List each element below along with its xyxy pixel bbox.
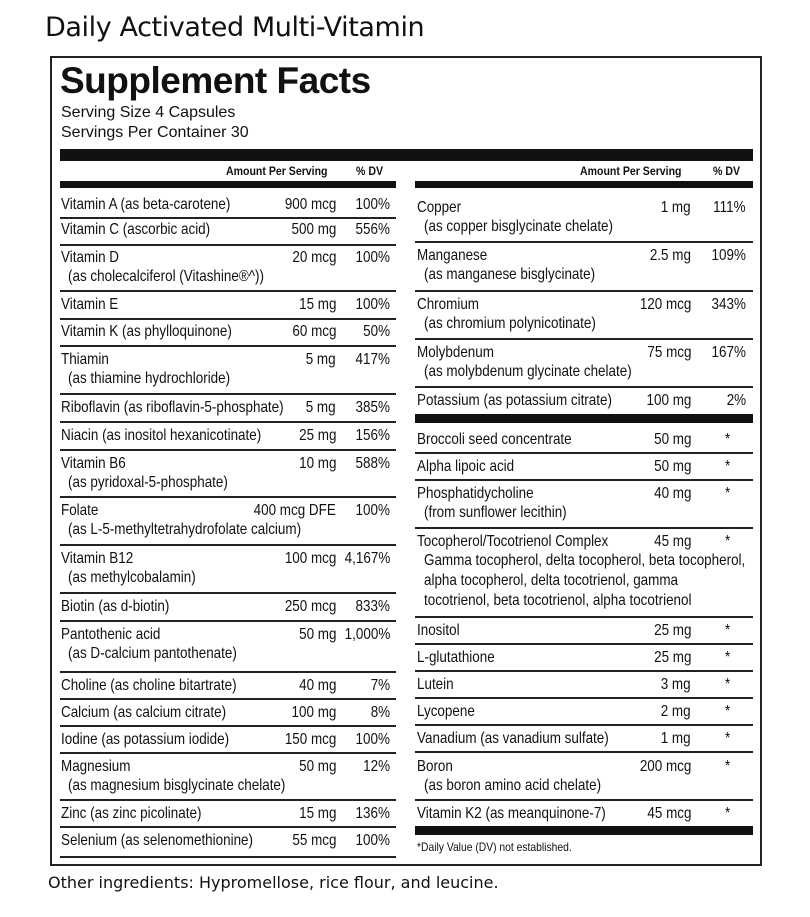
nutrient-name: Vitamin E [61,296,119,313]
ingredient-name: Lycopene [417,703,475,720]
nutrient-source: (as chromium polynicotinate) [424,315,596,332]
ingredient-dv: * [724,485,730,502]
nutrient-name: Riboflavin (as riboflavin-5-phosphate) [61,399,284,416]
ingredient-name: L-glutathione [417,649,495,666]
nutrient-dv: 109% [711,247,746,264]
nutrient-source: (as L-5-methyltetrahydrofolate calcium) [68,521,302,538]
ingredient-amount: 50 mg [653,431,691,448]
ingredient-dv: * [724,805,730,822]
nutrient-dv: 588% [355,455,390,472]
row-divider [60,698,396,700]
thick-divider-top [60,149,753,161]
nutrient-source: (as thiamine hydrochloride) [68,370,231,387]
ingredient-dv: * [724,431,730,448]
nutrient-name: Potassium (as potassium citrate) [417,392,612,409]
row-divider [60,449,396,451]
row-divider [60,393,396,395]
nutrient-name: Pantothenic acid [61,626,161,643]
nutrient-name: Iodine (as potassium iodide) [61,731,230,748]
ingredient-source: alpha tocopherol, delta tocotrienol, gamma [424,572,679,589]
nutrient-name: Vitamin K (as phylloquinone) [61,323,232,340]
row-divider [415,527,753,529]
nutrient-dv: 100% [355,196,390,213]
nutrient-source: (as D-calcium pantothenate) [68,645,237,662]
nutrient-dv: 100% [355,249,390,266]
ingredient-source: (as boron amino acid chelate) [424,777,602,794]
ingredient-name: Phosphatidycholine [417,485,534,502]
other-ingredients: Other ingredients: Hypromellose, rice flour, and leucine. [48,873,499,892]
nutrient-name: Copper [417,199,462,216]
ingredient-amount: 25 mg [653,649,691,666]
row-divider [415,479,753,481]
nutrient-dv: 343% [711,296,746,313]
nutrient-name: Vitamin A (as beta-carotene) [61,196,231,213]
ingredient-name: Alpha lipoic acid [417,458,515,475]
nutrient-source: (as pyridoxal-5-phosphate) [68,474,228,491]
row-divider [60,671,396,673]
nutrient-amount: 100 mg [646,392,691,409]
row-divider [415,643,753,645]
nutrient-name: Vitamin D [61,249,120,266]
nutrient-amount: 50 mg [298,758,336,775]
ingredient-dv: * [724,622,730,639]
left-amount-header: Amount Per Serving [226,164,328,178]
nutrient-dv: 100% [355,296,390,313]
ingredient-dv: * [724,758,730,775]
row-divider [415,724,753,726]
right-dv-header: % DV [713,164,741,178]
nutrient-amount: 2.5 mg [649,247,691,264]
ingredient-dv: * [724,533,730,550]
ingredient-source: tocotrienol, beta tocotrienol, alpha tocotrienol [424,592,692,609]
nutrient-amount: 40 mg [298,677,336,694]
nutrient-dv: 50% [363,323,390,340]
nutrient-amount: 150 mcg [284,731,336,748]
nutrient-dv: 1,000% [344,626,390,643]
nutrient-dv: 100% [355,731,390,748]
row-divider [415,697,753,699]
right-bottom-divider [415,826,753,835]
ingredient-name: Vitamin K2 (as meanquinone-7) [417,805,606,822]
nutrient-dv: 7% [370,677,390,694]
row-divider [60,544,396,546]
dv-footnote: *Daily Value (DV) not established. [417,840,572,854]
ingredient-amount: 1 mg [661,730,691,747]
row-divider [415,338,753,340]
row-divider [60,496,396,498]
left-dv-header: % DV [356,164,384,178]
nutrient-source: (as methylcobalamin) [68,569,196,586]
ingredient-amount: 45 mg [653,533,691,550]
ingredient-dv: * [724,676,730,693]
nutrient-source: (as magnesium bisglycinate chelate) [68,777,286,794]
nutrient-name: Choline (as choline bitartrate) [61,677,237,694]
row-divider [60,290,396,292]
row-divider [415,290,753,292]
nutrient-amount: 15 mg [298,296,336,313]
nutrient-amount: 15 mg [298,805,336,822]
row-divider [60,856,396,858]
nutrient-amount: 10 mg [298,455,336,472]
row-divider [60,752,396,754]
row-divider [415,452,753,454]
nutrient-dv: 833% [355,598,390,615]
nutrient-source: (as molybdenum glycinate chelate) [424,363,632,380]
nutrient-dv: 167% [711,344,746,361]
nutrient-amount: 100 mcg [284,550,336,567]
nutrient-amount: 250 mcg [284,598,336,615]
nutrient-name: Thiamin [61,351,109,368]
nutrient-source: (as copper bisglycinate chelate) [424,218,614,235]
ingredient-name: Inositol [417,622,460,639]
nutrient-name: Vitamin C (ascorbic acid) [61,221,211,238]
nutrient-amount: 50 mg [298,626,336,643]
nutrient-name: Calcium (as calcium citrate) [61,704,227,721]
nutrient-amount: 5 mg [306,351,336,368]
row-divider [415,799,753,801]
nutrient-dv: 156% [355,427,390,444]
row-divider [60,592,396,594]
nutrient-name: Selenium (as selenomethionine) [61,832,254,849]
nutrient-name: Vitamin B12 [61,550,134,567]
nutrient-amount: 900 mcg [284,196,336,213]
ingredient-amount: 45 mcg [646,805,691,822]
nutrient-amount: 1 mg [661,199,691,216]
row-divider [415,386,753,388]
nutrient-name: Niacin (as inositol hexanicotinate) [61,427,262,444]
serving-size: Serving Size 4 Capsules [61,104,236,121]
row-divider [60,217,396,219]
right-amount-header: Amount Per Serving [580,164,682,178]
nutrient-amount: 60 mcg [291,323,336,340]
left-header-rule [60,181,396,188]
nutrient-amount: 5 mg [306,399,336,416]
nutrient-dv: 8% [370,704,390,721]
nutrient-name: Folate [61,502,99,519]
nutrient-dv: 100% [355,832,390,849]
ingredient-amount: 2 mg [661,703,691,720]
row-divider [60,826,396,828]
nutrient-amount: 120 mcg [639,296,691,313]
nutrient-dv: 556% [355,221,390,238]
row-divider [60,799,396,801]
ingredient-name: Vanadium (as vanadium sulfate) [417,730,609,747]
ingredient-name: Tocopherol/Tocotrienol Complex [417,533,609,550]
nutrient-name: Zinc (as zinc picolinate) [61,805,202,822]
nutrient-amount: 20 mcg [291,249,336,266]
right-header-rule [415,181,753,188]
ingredient-dv: * [724,458,730,475]
nutrient-source: (as manganese bisglycinate) [424,266,596,283]
ingredient-name: Broccoli seed concentrate [417,431,572,448]
ingredient-dv: * [724,730,730,747]
nutrient-name: Vitamin B6 [61,455,126,472]
supplement-facts-title: Supplement Facts [60,60,371,101]
nutrient-dv: 136% [355,805,390,822]
right-mid-divider [415,414,753,423]
row-divider [60,345,396,347]
nutrient-name: Biotin (as d-biotin) [61,598,170,615]
nutrient-amount: 75 mcg [646,344,691,361]
nutrient-name: Magnesium [61,758,131,775]
row-divider [415,616,753,618]
ingredient-source: Gamma tocopherol, delta tocopherol, beta tocopherol, [424,552,746,569]
nutrient-amount: 100 mg [291,704,336,721]
nutrient-dv: 2% [726,392,746,409]
ingredient-dv: * [724,703,730,720]
nutrient-dv: 100% [355,502,390,519]
row-divider [60,244,396,246]
nutrient-dv: 4,167% [344,550,390,567]
row-divider [60,725,396,727]
nutrient-name: Molybdenum [417,344,494,361]
row-divider [60,620,396,622]
ingredient-name: Lutein [417,676,454,693]
ingredient-amount: 50 mg [653,458,691,475]
ingredient-amount: 200 mcg [639,758,691,775]
ingredient-source: (from sunflower lecithin) [424,504,567,521]
nutrient-source: (as cholecalciferol (Vitashine®^)) [68,268,264,285]
ingredient-amount: 3 mg [661,676,691,693]
row-divider [60,421,396,423]
ingredient-dv: * [724,649,730,666]
nutrient-amount: 500 mg [291,221,336,238]
row-divider [415,241,753,243]
nutrient-amount: 400 mcg DFE [253,502,336,519]
nutrient-dv: 385% [355,399,390,416]
nutrient-dv: 111% [713,199,746,216]
ingredient-name: Boron [417,758,453,775]
nutrient-dv: 417% [355,351,390,368]
servings-per-container: Servings Per Container 30 [61,124,249,141]
row-divider [415,670,753,672]
nutrient-dv: 12% [363,758,390,775]
row-divider [415,751,753,753]
ingredient-amount: 25 mg [653,622,691,639]
nutrient-name: Chromium [417,296,479,313]
nutrient-name: Manganese [417,247,488,264]
nutrient-amount: 25 mg [298,427,336,444]
nutrient-amount: 55 mcg [291,832,336,849]
ingredient-amount: 40 mg [653,485,691,502]
product-title: Daily Activated Multi-Vitamin [45,12,425,43]
row-divider [60,318,396,320]
